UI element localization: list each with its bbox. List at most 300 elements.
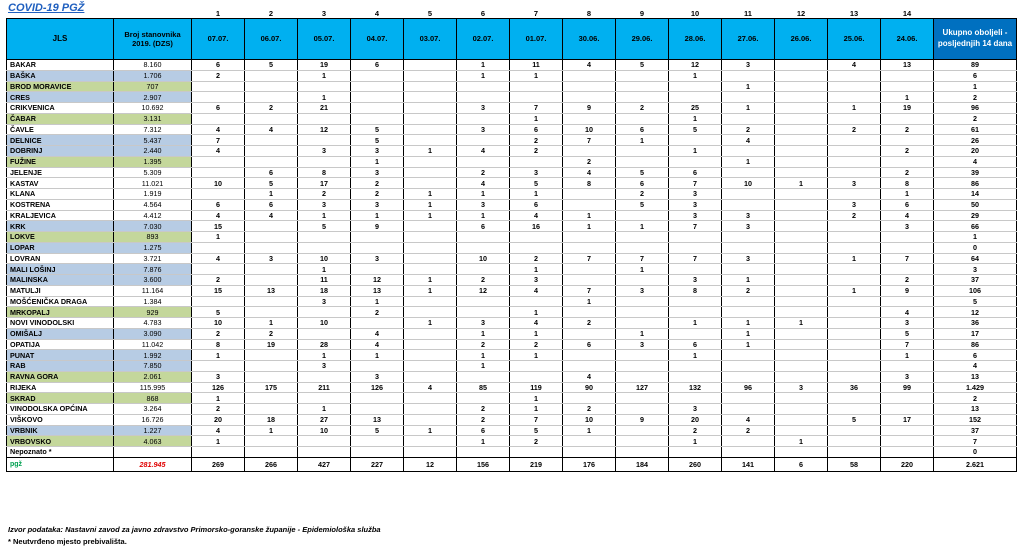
table-row <box>7 393 1017 404</box>
case-count-cell <box>616 156 669 167</box>
case-count-cell: 1 <box>775 318 828 329</box>
case-count-cell <box>563 199 616 210</box>
case-count-cell <box>563 242 616 253</box>
case-count-cell: 1 <box>351 156 404 167</box>
case-count-cell: 1 <box>722 318 775 329</box>
case-count-cell: 1 <box>510 404 563 415</box>
case-count-cell: 2 <box>828 210 881 221</box>
case-count-cell: 3 <box>775 382 828 393</box>
municipality-name: MOŠĆENIČKA DRAGA <box>7 296 114 307</box>
case-count-cell <box>404 371 457 382</box>
case-count-cell <box>510 92 563 103</box>
population-cell <box>114 447 192 458</box>
sum-day-cell: 156 <box>457 457 510 471</box>
case-count-cell <box>775 189 828 200</box>
day-index: 1 <box>215 9 221 18</box>
case-count-cell <box>828 92 881 103</box>
case-count-cell <box>245 350 298 361</box>
case-count-cell <box>616 436 669 447</box>
case-count-cell <box>245 232 298 243</box>
case-count-cell <box>404 70 457 81</box>
case-count-cell <box>722 350 775 361</box>
case-count-cell: 4 <box>510 210 563 221</box>
case-count-cell: 6 <box>563 339 616 350</box>
case-count-cell: 2 <box>351 307 404 318</box>
case-count-cell: 4 <box>192 124 245 135</box>
case-count-cell <box>775 361 828 372</box>
case-count-cell: 7 <box>881 253 934 264</box>
municipality-name: BAKAR <box>7 60 114 71</box>
case-count-cell: 1 <box>404 285 457 296</box>
case-count-cell <box>722 189 775 200</box>
table-row <box>7 350 1017 361</box>
table-row <box>7 296 1017 307</box>
case-count-cell <box>404 242 457 253</box>
case-count-cell: 4 <box>404 382 457 393</box>
table-row <box>7 328 1017 339</box>
case-count-cell <box>669 264 722 275</box>
sum-day-cell: 12 <box>404 457 457 471</box>
header-date: 28.06. <box>669 19 722 60</box>
case-count-cell: 1 <box>669 113 722 124</box>
case-count-cell <box>722 447 775 458</box>
case-count-cell <box>245 275 298 286</box>
sum-total: 2.621 <box>934 457 1017 471</box>
case-count-cell <box>404 81 457 92</box>
case-count-cell <box>828 264 881 275</box>
population-cell: 4.564 <box>114 199 192 210</box>
municipality-name: NOVI VINODOLSKI <box>7 318 114 329</box>
municipality-name: KASTAV <box>7 178 114 189</box>
total-cell: 12 <box>934 307 1017 318</box>
case-count-cell: 8 <box>298 167 351 178</box>
case-count-cell <box>669 296 722 307</box>
case-count-cell: 1 <box>298 404 351 415</box>
total-cell: 13 <box>934 371 1017 382</box>
case-count-cell: 1 <box>192 393 245 404</box>
case-count-cell: 1 <box>404 199 457 210</box>
case-count-cell: 5 <box>510 178 563 189</box>
case-count-cell: 175 <box>245 382 298 393</box>
case-count-cell <box>192 92 245 103</box>
case-count-cell: 7 <box>669 178 722 189</box>
case-count-cell: 1 <box>881 92 934 103</box>
case-count-cell <box>722 242 775 253</box>
case-count-cell: 1 <box>881 189 934 200</box>
case-count-cell <box>722 393 775 404</box>
case-count-cell <box>245 371 298 382</box>
case-count-cell: 17 <box>298 178 351 189</box>
case-count-cell: 1 <box>669 146 722 157</box>
case-count-cell: 5 <box>881 328 934 339</box>
population-cell: 1.919 <box>114 189 192 200</box>
case-count-cell: 8 <box>881 178 934 189</box>
case-count-cell <box>616 92 669 103</box>
case-count-cell: 5 <box>298 221 351 232</box>
case-count-cell: 6 <box>616 124 669 135</box>
case-count-cell <box>457 81 510 92</box>
day-index: 5 <box>427 9 433 18</box>
case-count-cell <box>881 232 934 243</box>
case-count-cell <box>404 167 457 178</box>
case-count-cell <box>404 92 457 103</box>
total-cell: 2 <box>934 393 1017 404</box>
case-count-cell: 1 <box>669 436 722 447</box>
case-count-cell: 1 <box>298 264 351 275</box>
case-count-cell <box>404 221 457 232</box>
case-count-cell <box>563 328 616 339</box>
population-cell: 3.090 <box>114 328 192 339</box>
case-count-cell <box>828 146 881 157</box>
municipality-name: PUNAT <box>7 350 114 361</box>
population-cell: 2.907 <box>114 92 192 103</box>
table-row <box>7 146 1017 157</box>
case-count-cell: 2 <box>351 189 404 200</box>
case-count-cell: 3 <box>828 199 881 210</box>
case-count-cell: 3 <box>669 210 722 221</box>
case-count-cell <box>351 264 404 275</box>
population-cell: 1.275 <box>114 242 192 253</box>
case-count-cell: 4 <box>828 60 881 71</box>
case-count-cell: 1 <box>192 232 245 243</box>
municipality-name: FUŽINE <box>7 156 114 167</box>
case-count-cell <box>563 146 616 157</box>
case-count-cell <box>298 156 351 167</box>
population-cell: 2.061 <box>114 371 192 382</box>
case-count-cell: 2 <box>881 146 934 157</box>
case-count-cell: 2 <box>722 425 775 436</box>
case-count-cell <box>616 393 669 404</box>
day-index-row <box>7 9 1017 19</box>
case-count-cell: 126 <box>351 382 404 393</box>
case-count-cell: 9 <box>616 414 669 425</box>
case-count-cell <box>457 92 510 103</box>
case-count-cell: 10 <box>563 414 616 425</box>
case-count-cell <box>510 361 563 372</box>
case-count-cell <box>722 146 775 157</box>
case-count-cell <box>828 307 881 318</box>
sum-day-cell: 266 <box>245 457 298 471</box>
case-count-cell <box>828 425 881 436</box>
case-count-cell: 13 <box>245 285 298 296</box>
case-count-cell <box>404 307 457 318</box>
case-count-cell <box>775 156 828 167</box>
case-count-cell <box>775 339 828 350</box>
total-cell: 152 <box>934 414 1017 425</box>
case-count-cell <box>669 361 722 372</box>
case-count-cell <box>775 393 828 404</box>
day-index: 12 <box>796 9 806 18</box>
case-count-cell <box>510 242 563 253</box>
case-count-cell <box>298 232 351 243</box>
case-count-cell: 1 <box>510 189 563 200</box>
case-count-cell <box>457 156 510 167</box>
case-count-cell: 9 <box>563 103 616 114</box>
case-count-cell: 1 <box>404 189 457 200</box>
case-count-cell: 2 <box>192 328 245 339</box>
total-cell: 61 <box>934 124 1017 135</box>
case-count-cell <box>669 232 722 243</box>
case-count-cell: 1 <box>563 296 616 307</box>
case-count-cell <box>192 113 245 124</box>
case-count-cell <box>616 113 669 124</box>
case-count-cell: 6 <box>669 167 722 178</box>
case-count-cell <box>775 199 828 210</box>
case-count-cell: 7 <box>563 285 616 296</box>
case-count-cell <box>775 221 828 232</box>
case-count-cell: 5 <box>828 414 881 425</box>
case-count-cell: 15 <box>192 221 245 232</box>
case-count-cell <box>881 447 934 458</box>
case-count-cell <box>881 436 934 447</box>
case-count-cell: 1 <box>457 328 510 339</box>
sum-day-cell: 227 <box>351 457 404 471</box>
header-row <box>7 19 1017 60</box>
header-date: 27.06. <box>722 19 775 60</box>
table-row <box>7 382 1017 393</box>
case-count-cell: 1 <box>775 178 828 189</box>
case-count-cell <box>722 70 775 81</box>
case-count-cell <box>563 275 616 286</box>
case-count-cell: 3 <box>245 253 298 264</box>
case-count-cell: 1 <box>298 92 351 103</box>
population-cell: 11.021 <box>114 178 192 189</box>
total-cell: 13 <box>934 404 1017 415</box>
case-count-cell: 1 <box>616 135 669 146</box>
municipality-name: CRES <box>7 92 114 103</box>
case-count-cell: 5 <box>192 307 245 318</box>
case-count-cell: 27 <box>298 414 351 425</box>
case-count-cell: 1 <box>616 328 669 339</box>
case-count-cell <box>563 70 616 81</box>
case-count-cell <box>828 371 881 382</box>
case-count-cell <box>775 210 828 221</box>
case-count-cell: 1 <box>563 210 616 221</box>
case-count-cell: 1 <box>563 221 616 232</box>
case-count-cell: 1 <box>828 253 881 264</box>
population-cell: 7.312 <box>114 124 192 135</box>
case-count-cell <box>881 81 934 92</box>
case-count-cell: 132 <box>669 382 722 393</box>
case-count-cell: 21 <box>298 103 351 114</box>
case-count-cell <box>722 167 775 178</box>
table-row <box>7 425 1017 436</box>
case-count-cell: 1 <box>404 210 457 221</box>
municipality-name: RAVNA GORA <box>7 371 114 382</box>
case-count-cell: 6 <box>245 167 298 178</box>
case-count-cell <box>616 242 669 253</box>
case-count-cell: 5 <box>351 425 404 436</box>
case-count-cell <box>775 371 828 382</box>
total-cell: 6 <box>934 70 1017 81</box>
total-cell: 89 <box>934 60 1017 71</box>
case-count-cell <box>404 447 457 458</box>
case-count-cell <box>881 393 934 404</box>
case-count-cell: 119 <box>510 382 563 393</box>
total-cell: 2 <box>934 113 1017 124</box>
case-count-cell <box>404 264 457 275</box>
case-count-cell: 4 <box>351 328 404 339</box>
case-count-cell: 19 <box>881 103 934 114</box>
total-cell: 3 <box>934 264 1017 275</box>
header-date: 01.07. <box>510 19 563 60</box>
case-count-cell <box>192 156 245 167</box>
sum-day-cell: 220 <box>881 457 934 471</box>
case-count-cell: 4 <box>457 178 510 189</box>
case-count-cell: 4 <box>192 146 245 157</box>
population-cell: 5.309 <box>114 167 192 178</box>
case-count-cell <box>828 296 881 307</box>
case-count-cell: 12 <box>351 275 404 286</box>
case-count-cell: 18 <box>298 285 351 296</box>
case-count-cell <box>669 393 722 404</box>
case-count-cell <box>616 81 669 92</box>
case-count-cell: 96 <box>722 382 775 393</box>
case-count-cell <box>351 232 404 243</box>
case-count-cell: 1 <box>457 361 510 372</box>
sum-row <box>7 457 1017 471</box>
case-count-cell <box>510 81 563 92</box>
case-count-cell <box>775 232 828 243</box>
case-count-cell <box>245 221 298 232</box>
case-count-cell <box>616 447 669 458</box>
case-count-cell <box>563 189 616 200</box>
case-count-cell: 1 <box>457 210 510 221</box>
case-count-cell <box>298 328 351 339</box>
case-count-cell <box>775 404 828 415</box>
case-count-cell <box>828 275 881 286</box>
case-count-cell <box>298 113 351 124</box>
total-cell: 1 <box>934 81 1017 92</box>
case-count-cell: 1 <box>775 436 828 447</box>
case-count-cell <box>404 178 457 189</box>
case-count-cell: 6 <box>669 339 722 350</box>
case-count-cell: 3 <box>510 167 563 178</box>
case-count-cell: 7 <box>669 221 722 232</box>
header-population: Broj stanovnika 2019. (DZS) <box>114 19 192 60</box>
case-count-cell <box>404 350 457 361</box>
case-count-cell: 3 <box>669 275 722 286</box>
day-index: 13 <box>849 9 859 18</box>
case-count-cell: 4 <box>563 371 616 382</box>
municipality-name: VRBNIK <box>7 425 114 436</box>
case-count-cell: 1 <box>669 70 722 81</box>
table-row <box>7 60 1017 71</box>
table-row <box>7 210 1017 221</box>
municipality-name: KOSTRENA <box>7 199 114 210</box>
case-count-cell <box>722 371 775 382</box>
total-cell: 4 <box>934 156 1017 167</box>
municipality-name: MATULJI <box>7 285 114 296</box>
case-count-cell <box>669 135 722 146</box>
case-count-cell <box>881 70 934 81</box>
total-cell: 86 <box>934 339 1017 350</box>
case-count-cell <box>245 81 298 92</box>
case-count-cell <box>775 285 828 296</box>
case-count-cell: 6 <box>457 221 510 232</box>
population-cell: 707 <box>114 81 192 92</box>
table-row <box>7 92 1017 103</box>
case-count-cell <box>404 60 457 71</box>
case-count-cell: 3 <box>298 146 351 157</box>
total-cell: 37 <box>934 425 1017 436</box>
population-cell: 8.160 <box>114 60 192 71</box>
municipality-name: LOVRAN <box>7 253 114 264</box>
municipality-name: CRIKVENICA <box>7 103 114 114</box>
case-count-cell <box>404 393 457 404</box>
sum-day-cell: 260 <box>669 457 722 471</box>
case-count-cell <box>351 113 404 124</box>
case-count-cell <box>775 328 828 339</box>
case-count-cell <box>722 92 775 103</box>
sum-day-cell: 427 <box>298 457 351 471</box>
case-count-cell <box>775 60 828 71</box>
municipality-name: OPATIJA <box>7 339 114 350</box>
case-count-cell <box>775 414 828 425</box>
case-count-cell <box>563 361 616 372</box>
case-count-cell <box>510 371 563 382</box>
case-count-cell <box>457 242 510 253</box>
case-count-cell <box>351 404 404 415</box>
case-count-cell <box>828 436 881 447</box>
case-count-cell: 3 <box>298 361 351 372</box>
case-count-cell: 2 <box>457 404 510 415</box>
header-date: 24.06. <box>881 19 934 60</box>
case-count-cell: 10 <box>298 425 351 436</box>
case-count-cell: 1 <box>669 318 722 329</box>
case-count-cell: 10 <box>722 178 775 189</box>
total-cell: 2 <box>934 92 1017 103</box>
case-count-cell: 18 <box>245 414 298 425</box>
case-count-cell: 1 <box>351 296 404 307</box>
case-count-cell: 7 <box>192 135 245 146</box>
case-count-cell <box>669 92 722 103</box>
population-cell: 3.131 <box>114 113 192 124</box>
case-count-cell <box>457 447 510 458</box>
case-count-cell: 1 <box>351 350 404 361</box>
table-row <box>7 242 1017 253</box>
case-count-cell: 7 <box>616 253 669 264</box>
case-count-cell: 6 <box>510 124 563 135</box>
case-count-cell <box>775 447 828 458</box>
population-cell: 4.412 <box>114 210 192 221</box>
case-count-cell: 2 <box>457 167 510 178</box>
case-count-cell <box>298 447 351 458</box>
case-count-cell: 1 <box>563 425 616 436</box>
day-index: 7 <box>533 9 539 18</box>
case-count-cell: 13 <box>881 60 934 71</box>
case-count-cell: 3 <box>351 199 404 210</box>
sum-day-cell: 141 <box>722 457 775 471</box>
case-count-cell <box>616 318 669 329</box>
case-count-cell: 9 <box>351 221 404 232</box>
case-count-cell: 25 <box>669 103 722 114</box>
case-count-cell <box>881 425 934 436</box>
header-date: 26.06. <box>775 19 828 60</box>
case-count-cell: 2 <box>351 178 404 189</box>
population-cell: 16.726 <box>114 414 192 425</box>
case-count-cell <box>828 242 881 253</box>
table-row <box>7 178 1017 189</box>
case-count-cell: 19 <box>245 339 298 350</box>
header-date: 25.06. <box>828 19 881 60</box>
case-count-cell <box>351 447 404 458</box>
case-count-cell: 2 <box>563 318 616 329</box>
case-count-cell: 90 <box>563 382 616 393</box>
case-count-cell: 1 <box>510 350 563 361</box>
sum-label: pgž <box>7 457 114 471</box>
case-count-cell: 1 <box>457 350 510 361</box>
